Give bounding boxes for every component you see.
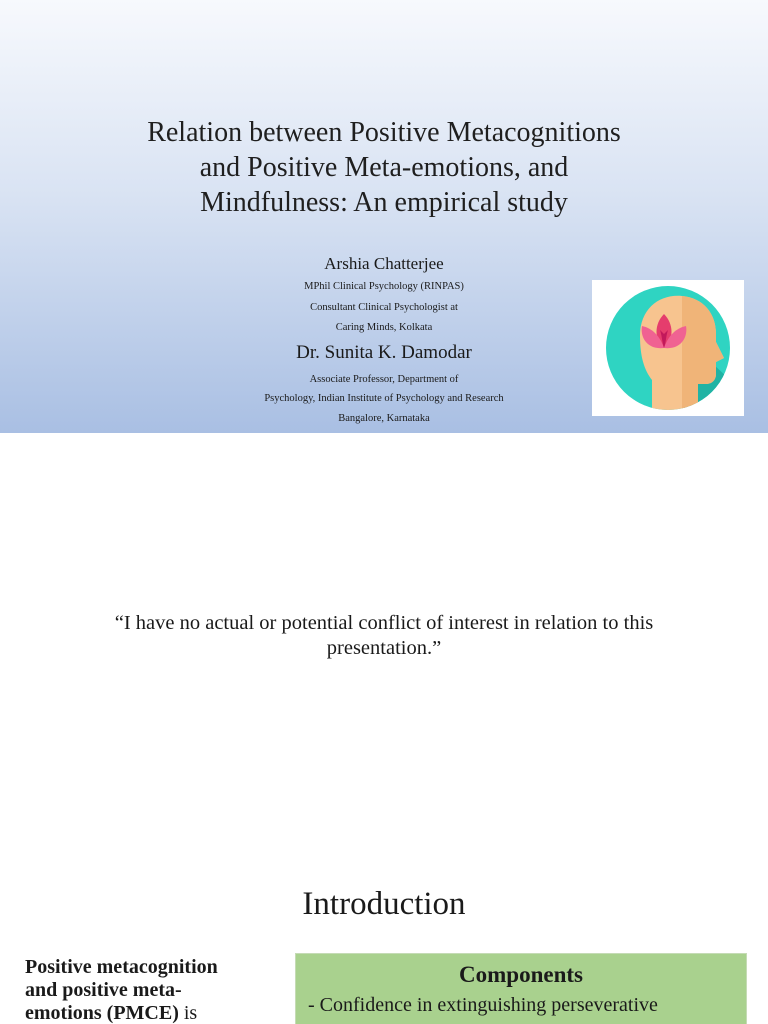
head-lotus-icon bbox=[592, 280, 744, 416]
author2-affiliation-line: Psychology, Indian Institute of Psychology and Research bbox=[264, 393, 504, 404]
author2-affiliation-line: Associate Professor, Department of bbox=[309, 374, 459, 385]
author1-affiliation-line: Caring Minds, Kolkata bbox=[335, 322, 433, 333]
introduction-slide bbox=[0, 866, 768, 1024]
pmce-tail: is bbox=[178, 1002, 198, 1024]
author1-affiliation-line: MPhil Clinical Psychology (RINPAS) bbox=[304, 281, 464, 292]
title-line: Mindfulness: An empirical study bbox=[200, 187, 568, 218]
slide-title bbox=[84, 115, 684, 220]
quote-line: presentation.” bbox=[326, 637, 442, 659]
pmce-bold-line: Positive metacognition bbox=[25, 956, 218, 978]
pmce-bold-line: and positive meta- bbox=[25, 979, 182, 1001]
author1-name: Arshia Chatterjee bbox=[324, 254, 444, 273]
pmce-bold-line: emotions (PMCE) bbox=[25, 1002, 179, 1024]
components-title: Components bbox=[459, 962, 583, 987]
conflict-of-interest-statement bbox=[70, 611, 698, 661]
author1-affiliation-line: Consultant Clinical Psychologist at bbox=[310, 302, 458, 313]
title-line: and Positive Meta-emotions, and bbox=[199, 152, 569, 183]
components-box bbox=[295, 953, 747, 1024]
pmce-text bbox=[25, 956, 265, 1024]
author2-affiliation-line: Bangalore, Karnataka bbox=[338, 413, 430, 424]
disclosure-slide bbox=[0, 433, 768, 866]
author2-name: Dr. Sunita K. Damodar bbox=[296, 342, 472, 363]
title-line: Relation between Positive Metacognitions bbox=[147, 117, 621, 148]
quote-line: “I have no actual or potential conflict of interest in relation to this bbox=[114, 612, 654, 634]
title-slide bbox=[0, 0, 768, 433]
introduction-title: Introduction bbox=[302, 886, 466, 922]
components-item: - Confidence in extinguishing perseverative bbox=[308, 994, 658, 1016]
